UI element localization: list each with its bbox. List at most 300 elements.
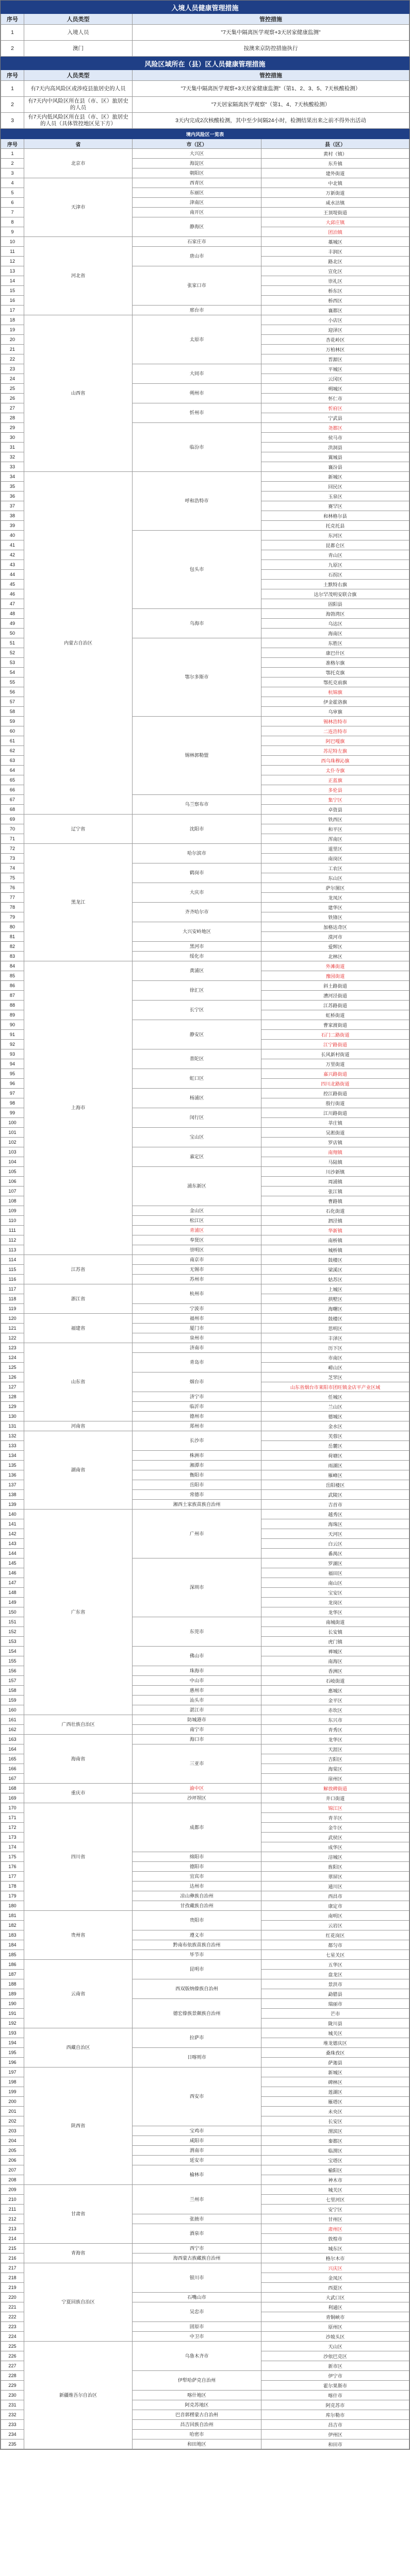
row-number: 189	[1, 1989, 24, 1999]
row-number: 2	[1, 97, 24, 113]
table-row	[1, 2263, 409, 2273]
row-number: 72	[1, 844, 24, 854]
city-cell: 达州市	[133, 1882, 261, 1891]
col-header-measure: 管控措施	[133, 70, 409, 81]
city-cell: 杨浦区	[133, 1089, 261, 1108]
county-cell: 沙依巴克区	[261, 2351, 409, 2361]
row-number: 110	[1, 1216, 24, 1226]
county-cell: 南桥镇	[261, 1235, 409, 1245]
city-cell: 昆明市	[133, 1960, 261, 1979]
row-number: 184	[1, 1940, 24, 1950]
row-number: 51	[1, 638, 24, 648]
county-cell: 福田区	[261, 1568, 409, 1578]
county-cell: 工农区	[261, 863, 409, 873]
county-cell: 海珠区	[261, 1519, 409, 1529]
county-cell: 海勃湾区	[261, 609, 409, 619]
city-cell: 长沙市	[133, 1431, 261, 1451]
county-cell: 新城区	[261, 2067, 409, 2077]
city-cell: 乌兰察布市	[133, 795, 261, 815]
city-cell: 南京市	[133, 1255, 261, 1265]
table-row	[1, 1284, 409, 1294]
county-cell: 禅城区	[261, 1647, 409, 1656]
county-cell: 怀仁市	[261, 394, 409, 403]
control-measure: "7天集中隔离医学观察+3天居家健康监测"	[133, 25, 409, 41]
city-cell: 固原市	[133, 2322, 261, 2332]
county-cell: 东山区	[261, 873, 409, 883]
city-cell: 南宁市	[133, 1725, 261, 1735]
province-cell: 四川省	[24, 1803, 133, 1911]
province-cell: 天津市	[24, 178, 133, 237]
row-number: 70	[1, 824, 24, 834]
county-cell: 城关区	[261, 2028, 409, 2038]
city-cell: 宁波市	[133, 1304, 261, 1314]
county-cell: 井口街道	[261, 1793, 409, 1803]
city-cell: 德宏傣族景颇族自治州	[133, 1999, 261, 2028]
city-cell: 海口市	[133, 1735, 261, 1744]
county-cell: 江川路街道	[261, 1108, 409, 1118]
city-cell: 忻州市	[133, 403, 261, 423]
county-cell: 乌审旗	[261, 707, 409, 717]
col-header-no: 序号	[1, 139, 24, 149]
city-cell: 锡林郭勒盟	[133, 717, 261, 795]
province-cell: 福建省	[24, 1314, 133, 1343]
province-cell: 黑龙江	[24, 844, 133, 961]
county-cell: 宝安区	[261, 1588, 409, 1598]
county-cell: 临渭区	[261, 2146, 409, 2156]
county-cell: 南海区	[261, 1656, 409, 1666]
county-cell: 团泊镇	[261, 227, 409, 237]
county-cell: 龙岗区	[261, 1598, 409, 1607]
row-number: 186	[1, 1960, 24, 1970]
row-number: 153	[1, 1637, 24, 1647]
province-cell: 河北省	[24, 237, 133, 315]
row-number: 106	[1, 1177, 24, 1187]
row-number: 190	[1, 1999, 24, 2009]
county-cell: 万新街道	[261, 188, 409, 198]
county-cell: 控江路街道	[261, 1089, 409, 1098]
county-cell: 成华区	[261, 1842, 409, 1852]
county-cell: 青秀区	[261, 1725, 409, 1735]
city-cell: 福州市	[133, 1314, 261, 1324]
province-cell: 山东省	[24, 1343, 133, 1421]
city-cell: 西宁市	[133, 2244, 261, 2253]
table-row	[1, 1735, 409, 1744]
row-number: 213	[1, 2224, 24, 2234]
county-cell: 新市区	[261, 2361, 409, 2371]
county-cell: 崂山区	[261, 1363, 409, 1372]
row-number: 129	[1, 1402, 24, 1412]
entry-measures-title: 入境人员健康管理措施	[1, 1, 409, 14]
county-cell: 伊宁市	[261, 2371, 409, 2381]
county-cell: 秦都区	[261, 2136, 409, 2146]
county-cell: 东升镇	[261, 159, 409, 168]
city-cell: 绥化市	[133, 952, 261, 961]
county-cell: 外滩街道	[261, 961, 409, 971]
province-cell: 甘肃省	[24, 2185, 133, 2244]
county-cell: 海棠区	[261, 1764, 409, 1774]
col-header-no: 序号	[1, 70, 24, 81]
row-number: 43	[1, 560, 24, 570]
city-cell: 包头市	[133, 531, 261, 609]
row-number: 151	[1, 1617, 24, 1627]
row-number: 31	[1, 443, 24, 452]
county-cell: 南城街道	[261, 1617, 409, 1627]
table-row	[1, 1431, 409, 1441]
control-measure: 3天内完成2次核酸检测，其中至少间隔24小时，检测结果出来之前不得外出活动	[133, 113, 409, 129]
city-cell: 唐山市	[133, 247, 261, 266]
row-number: 95	[1, 1069, 24, 1079]
row-number: 27	[1, 403, 24, 413]
city-cell: 湘西土家族苗族自治州	[133, 1500, 261, 1510]
city-cell: 张家口市	[133, 266, 261, 306]
county-cell: 小店区	[261, 315, 409, 325]
county-cell: 武陵区	[261, 1490, 409, 1500]
row-number: 26	[1, 394, 24, 403]
county-cell: 万里街道	[261, 1059, 409, 1069]
county-cell: 西夏区	[261, 2283, 409, 2293]
county-cell: 白云区	[261, 1539, 409, 1549]
row-number: 15	[1, 286, 24, 296]
county-cell: 桥西区	[261, 296, 409, 306]
city-cell: 静海区	[133, 217, 261, 237]
row-number: 61	[1, 736, 24, 746]
county-cell: 固阳县	[261, 599, 409, 609]
row-number: 161	[1, 1715, 24, 1725]
county-cell: 青铜峡市	[261, 2312, 409, 2322]
row-number: 33	[1, 462, 24, 472]
province-cell: 辽宁省	[24, 815, 133, 844]
risk-area-measures-table	[1, 57, 409, 129]
county-cell: 罗店镇	[261, 1138, 409, 1147]
county-cell: 萨尔图区	[261, 883, 409, 893]
county-cell: 托克托县	[261, 521, 409, 531]
city-cell: 崇明区	[133, 1245, 261, 1255]
row-number: 131	[1, 1421, 24, 1431]
county-cell: 崖州区	[261, 1774, 409, 1784]
row-number: 133	[1, 1441, 24, 1451]
county-cell: 青羊区	[261, 1813, 409, 1823]
row-number: 44	[1, 570, 24, 580]
row-number: 5	[1, 188, 24, 198]
row-number: 1	[1, 81, 24, 97]
row-number: 9	[1, 227, 24, 237]
county-cell: 丰润区	[261, 247, 409, 257]
county-cell: 宣化区	[261, 266, 409, 276]
county-cell: 吴淞街道	[261, 1128, 409, 1138]
county-cell: 宁武县	[261, 413, 409, 423]
row-number: 218	[1, 2273, 24, 2283]
county-cell: 襄都区	[261, 306, 409, 315]
col-header-city: 市（区）	[133, 139, 261, 149]
row-number: 120	[1, 1314, 24, 1324]
county-cell: 沙坡头区	[261, 2332, 409, 2342]
city-cell: 渝中区	[133, 1784, 261, 1793]
county-cell: 达尔罕茂明安联合旗	[261, 589, 409, 599]
county-cell: 喀什市	[261, 2391, 409, 2400]
city-cell: 大庆市	[133, 883, 261, 903]
county-cell: 建华区	[261, 903, 409, 912]
row-number: 162	[1, 1725, 24, 1735]
county-cell: 芝罘区	[261, 1372, 409, 1382]
county-cell: 岳阳楼区	[261, 1480, 409, 1490]
row-number: 231	[1, 2400, 24, 2410]
county-cell: 藁城区	[261, 237, 409, 247]
city-cell: 银川市	[133, 2263, 261, 2293]
city-cell: 哈密市	[133, 2430, 261, 2439]
province-cell: 浙江省	[24, 1284, 133, 1314]
city-cell: 黄浦区	[133, 961, 261, 981]
table-row	[1, 844, 409, 854]
county-cell: 吉首市	[261, 1500, 409, 1510]
city-cell: 黑河市	[133, 942, 261, 952]
county-cell: 青山区	[261, 550, 409, 560]
row-number: 179	[1, 1891, 24, 1901]
city-cell: 苏州市	[133, 1275, 261, 1284]
county-cell: 万柏林区	[261, 345, 409, 354]
city-cell: 喀什地区	[133, 2391, 261, 2400]
county-cell: 铁锋区	[261, 912, 409, 922]
county-cell: 桑珠孜区	[261, 2048, 409, 2058]
entry-measures-table	[1, 1, 409, 57]
row-number: 23	[1, 364, 24, 374]
county-cell: 多伦县	[261, 785, 409, 795]
row-number: 1	[1, 149, 24, 159]
risk-area-list-title: 境内风险区一览表	[1, 129, 409, 139]
county-cell: 霍尔果斯市	[261, 2381, 409, 2391]
county-cell: 道里区	[261, 844, 409, 854]
table-row	[1, 472, 409, 482]
county-cell: 海曙区	[261, 1304, 409, 1314]
county-cell: 红花岗区	[261, 1930, 409, 1940]
row-number: 166	[1, 1764, 24, 1774]
row-number: 156	[1, 1666, 24, 1676]
row-number: 79	[1, 912, 24, 922]
risk-area-measures-title: 风险区域所在（县）区人员健康管理措施	[1, 57, 409, 70]
city-cell: 普陀区	[133, 1049, 261, 1069]
risk-area-list-table	[1, 129, 409, 2449]
row-number: 68	[1, 805, 24, 815]
city-cell: 济宁市	[133, 1392, 261, 1402]
table-row	[1, 1911, 409, 1921]
county-cell: 神木市	[261, 2175, 409, 2185]
county-cell: 鼓楼区	[261, 1255, 409, 1265]
row-number: 65	[1, 775, 24, 785]
province-cell: 河南省	[24, 1421, 133, 1431]
city-cell: 长宁区	[133, 1001, 261, 1020]
table-row	[1, 1803, 409, 1813]
row-number: 74	[1, 863, 24, 873]
city-cell: 嘉定区	[133, 1147, 261, 1167]
row-number: 80	[1, 922, 24, 932]
row-number: 96	[1, 1079, 24, 1089]
province-cell: 上海市	[24, 961, 133, 1255]
county-cell: 山东省烟台市莱阳市团旺镇金店平产业区域	[261, 1382, 409, 1392]
county-cell: 二连浩特市	[261, 726, 409, 736]
county-cell: 未央区	[261, 2107, 409, 2116]
county-cell: 石拐区	[261, 570, 409, 580]
county-cell: 肃州区	[261, 2224, 409, 2234]
county-cell: 惠城区	[261, 1686, 409, 1696]
row-number: 21	[1, 345, 24, 354]
row-number: 146	[1, 1568, 24, 1578]
city-cell: 遵义市	[133, 1930, 261, 1940]
city-cell: 青岛市	[133, 1353, 261, 1372]
col-header-type: 人员类型	[24, 70, 133, 81]
row-number: 196	[1, 2058, 24, 2067]
county-cell: 岳麓区	[261, 1441, 409, 1451]
county-cell: 东胜区	[261, 638, 409, 648]
county-cell: 泗泾镇	[261, 1216, 409, 1226]
county-cell: 赤坎区	[261, 1705, 409, 1715]
county-cell: 加格达奇区	[261, 922, 409, 932]
county-cell: 尧都区	[261, 423, 409, 433]
county-cell: 龙华区	[261, 1607, 409, 1617]
row-number: 85	[1, 971, 24, 981]
county-cell: 渭滨区	[261, 2126, 409, 2136]
county-cell: 晋源区	[261, 354, 409, 364]
city-cell: 烟台市	[133, 1372, 261, 1392]
county-cell: 香洲区	[261, 1666, 409, 1676]
risk-area-measures-rows	[1, 81, 409, 129]
row-number: 177	[1, 1872, 24, 1882]
city-cell: 呼和浩特市	[133, 472, 261, 531]
county-cell: 忻府区	[261, 403, 409, 413]
row-number: 205	[1, 2146, 24, 2156]
county-cell: 七星关区	[261, 1950, 409, 1960]
table-row	[1, 1715, 409, 1725]
county-cell: 龙华区	[261, 1735, 409, 1744]
row-number: 214	[1, 2234, 24, 2244]
row-number: 149	[1, 1598, 24, 1607]
county-cell: 江宁路街道	[261, 1040, 409, 1049]
row-number: 75	[1, 873, 24, 883]
row-number: 113	[1, 1245, 24, 1255]
county-cell: 越秀区	[261, 1510, 409, 1519]
row-number: 62	[1, 746, 24, 756]
county-cell: 南山区	[261, 1578, 409, 1588]
county-cell: 萨迦县	[261, 2058, 409, 2067]
row-number: 148	[1, 1588, 24, 1598]
county-cell: 芙蓉区	[261, 1431, 409, 1441]
row-number: 168	[1, 1784, 24, 1793]
province-cell: 青海省	[24, 2244, 133, 2263]
county-cell: 荷塘区	[261, 1451, 409, 1461]
row-number: 63	[1, 756, 24, 766]
county-cell: 鼓楼区	[261, 1314, 409, 1324]
county-cell: 周浦镇	[261, 1177, 409, 1187]
county-cell: 兴庆区	[261, 2263, 409, 2273]
city-cell: 南开区	[133, 208, 261, 217]
row-number: 41	[1, 540, 24, 550]
county-cell: 长风新村街道	[261, 1049, 409, 1059]
row-number: 7	[1, 208, 24, 217]
col-header-measure: 管控措施	[133, 14, 409, 25]
county-cell: 襄汾县	[261, 462, 409, 472]
city-cell: 渭南市	[133, 2146, 261, 2156]
county-cell: 铁西区	[261, 815, 409, 824]
county-cell: 虹桥街道	[261, 1010, 409, 1020]
county-cell: 南明区	[261, 1911, 409, 1921]
row-number: 126	[1, 1372, 24, 1382]
county-cell: 平城区	[261, 364, 409, 374]
county-cell: 海南区	[261, 629, 409, 638]
row-number: 64	[1, 766, 24, 775]
city-cell: 东莞市	[133, 1617, 261, 1647]
city-cell: 甘孜藏族自治州	[133, 1901, 261, 1911]
county-cell: 中北镇	[261, 178, 409, 188]
row-number: 169	[1, 1793, 24, 1803]
row-number: 66	[1, 785, 24, 795]
county-cell: 莘庄镇	[261, 1118, 409, 1128]
row-number: 136	[1, 1470, 24, 1480]
city-cell: 朔州市	[133, 384, 261, 403]
city-cell: 和田地区	[133, 2439, 261, 2449]
county-cell: 东兴市	[261, 1715, 409, 1725]
county-cell: 榆阳区	[261, 2165, 409, 2175]
county-cell: 浑南区	[261, 834, 409, 844]
county-cell: 正蓝旗	[261, 775, 409, 785]
row-number: 223	[1, 2322, 24, 2332]
city-cell: 乌海市	[133, 609, 261, 638]
row-number: 81	[1, 932, 24, 942]
city-cell: 沙坪坝区	[133, 1793, 261, 1803]
county-cell: 伊州区	[261, 2430, 409, 2439]
county-cell: 城东区	[261, 2244, 409, 2253]
row-number: 92	[1, 1040, 24, 1049]
row-number: 40	[1, 531, 24, 540]
county-cell: 陇川县	[261, 2019, 409, 2028]
county-cell: 崇礼区	[261, 276, 409, 286]
city-cell: 日喀则市	[133, 2048, 261, 2067]
row-number: 216	[1, 2253, 24, 2263]
table-row	[1, 961, 409, 971]
county-cell: 曹路镇	[261, 1196, 409, 1206]
row-number: 39	[1, 521, 24, 531]
county-cell: 甘州区	[261, 2214, 409, 2224]
city-cell: 齐齐哈尔市	[133, 903, 261, 922]
row-number: 4	[1, 178, 24, 188]
row-number: 175	[1, 1852, 24, 1862]
row-number: 78	[1, 903, 24, 912]
row-number: 141	[1, 1519, 24, 1529]
row-number: 47	[1, 599, 24, 609]
county-cell: 罗湖区	[261, 1558, 409, 1568]
county-cell: 南岗区	[261, 854, 409, 863]
row-number: 150	[1, 1607, 24, 1617]
row-number: 12	[1, 257, 24, 266]
county-cell: 鄂托克旗	[261, 668, 409, 677]
county-cell: 九原区	[261, 560, 409, 570]
table-row	[1, 1421, 409, 1431]
city-cell: 大兴区	[133, 149, 261, 159]
county-cell: 拱墅区	[261, 1294, 409, 1304]
county-cell: 漕河泾街道	[261, 991, 409, 1001]
row-number: 135	[1, 1461, 24, 1470]
city-cell: 中山市	[133, 1676, 261, 1686]
row-number: 118	[1, 1294, 24, 1304]
row-number: 115	[1, 1265, 24, 1275]
city-cell: 郑州市	[133, 1421, 261, 1431]
province-cell: 新疆维吾尔自治区	[24, 2342, 133, 2449]
row-number: 111	[1, 1226, 24, 1235]
row-number: 174	[1, 1842, 24, 1852]
county-cell: 嘉兴路街道	[261, 1069, 409, 1079]
city-cell: 德阳市	[133, 1862, 261, 1872]
county-cell: 和林格尔县	[261, 511, 409, 521]
county-cell: 金牛区	[261, 1823, 409, 1833]
county-cell: 解放碑街道	[261, 1784, 409, 1793]
row-number: 13	[1, 266, 24, 276]
